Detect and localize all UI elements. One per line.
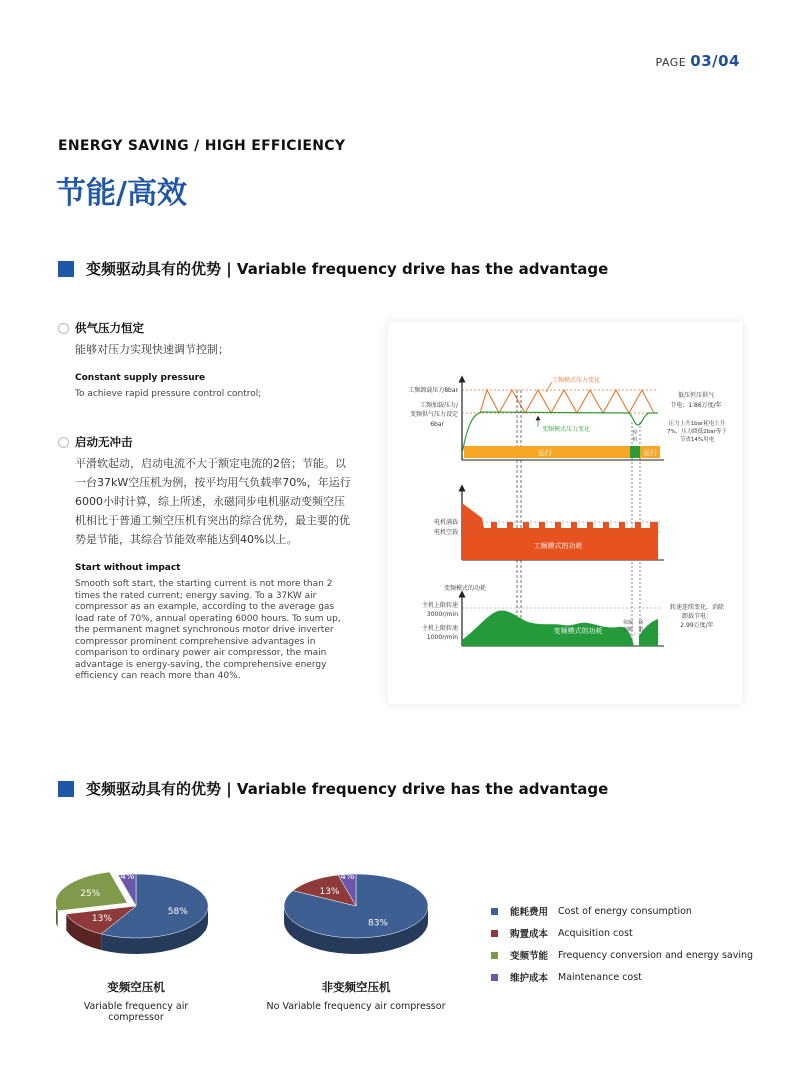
label-load-2: 变频供气压力设定 [409, 411, 458, 418]
legend-label-en: Acquisition cost [558, 927, 633, 939]
note-right-2-line2: 7%，压力降低2bar等于 [667, 429, 727, 435]
feature-title: 启动无冲击 [75, 435, 133, 449]
bullet-circle-icon [58, 437, 69, 448]
pie-label-energy: 58% [167, 906, 188, 917]
legend-swatch [491, 908, 498, 915]
heading-square-icon [58, 781, 74, 797]
note-right-3-line1: 转速连续变化，消除 [669, 604, 725, 611]
pie-caption-zh: 变频空压机 [107, 980, 165, 994]
section-heading-text: 变频驱动具有的优势 | Variable frequency drive has the advantage [86, 780, 609, 798]
legend-swatch [491, 974, 498, 981]
pie-chart-non-variable-svg [276, 866, 436, 966]
legend-item-saving [491, 944, 753, 966]
note-right-2-line1: 压力上升1bar耗电上升 [668, 421, 726, 427]
note-right-3-line2: 卸载节电： [681, 613, 713, 620]
pie-label-acquisition: 13% [319, 886, 340, 897]
legend-label-zh: 维护成本 [510, 973, 549, 984]
page-label: PAGE [655, 56, 687, 69]
note-right-1-line2: 节电：1.86万度/年 [670, 402, 722, 409]
label-lower-2: 1000r/min [426, 634, 458, 641]
label-stop-1: 停 [632, 430, 638, 436]
freq-pressure-curve [480, 390, 654, 413]
section-heading-advantages [58, 258, 608, 279]
feature-title: 供气压力恒定 [75, 321, 144, 335]
label-var-pressure: 变频模式压力变化 [542, 426, 591, 433]
section-eyebrow: ENERGY SAVING / HIGH EFFICIENCY [58, 138, 346, 154]
pie-caption-non-variable [266, 979, 446, 1012]
feature-title-en: Constant supply pressure [75, 373, 206, 383]
freq-power-area [462, 503, 658, 560]
legend-label-zh: 购置成本 [510, 929, 549, 940]
note-right-3-line3: 2.99万度/年 [680, 622, 714, 629]
label-freq-pressure: 工频模式压力变化 [552, 377, 601, 384]
legend-label-en: Maintenance cost [558, 971, 642, 983]
legend-label-en: Frequency conversion and energy saving [558, 949, 754, 961]
note-right-1-line1: 低压恒压供气 [677, 392, 715, 399]
pie-caption-zh: 非变频空压机 [321, 980, 391, 994]
feature-title-en: Start without impact [75, 563, 181, 573]
pie-chart-variable [56, 866, 216, 966]
pie-legend [491, 900, 753, 988]
label-upper-1: 主机上限转速 [421, 602, 458, 609]
label-motor-full: 电机满载 [433, 519, 458, 526]
pie-caption-en: No Variable frequency air compressor [266, 1001, 446, 1012]
page-number-value: 03/04 [690, 52, 740, 70]
pie-label-saving: 25% [80, 889, 101, 900]
note-right-2-line3: 节省14%用电 [679, 437, 715, 443]
pie-chart-variable-svg [56, 866, 216, 966]
feature-soft-start [58, 434, 354, 683]
section-heading-advantages-2 [58, 778, 608, 799]
pie-label-maintenance: 4% [340, 871, 355, 882]
bullet-circle-icon [58, 323, 69, 334]
label-unload-pressure: 工频卸载压力8bar [408, 387, 458, 394]
heading-square-icon [58, 261, 74, 277]
label-var-power: 变频模式的功耗 [553, 627, 603, 635]
pie-label-energy: 83% [367, 918, 389, 929]
label-run-1: 运行 [538, 449, 552, 457]
legend-label-zh: 变频节能 [510, 951, 549, 962]
legend-item-maintenance [491, 966, 753, 988]
pie-chart-non-variable [276, 866, 436, 966]
legend-label-zh: 能耗费用 [510, 907, 549, 918]
feature-desc-en: To achieve rapid pressure control control; [75, 389, 262, 399]
pie-caption-en: Variable frequency air compressor [83, 1001, 189, 1023]
label-stop-2: 机 [632, 437, 638, 443]
label-load-1: 工频加载压力/ [419, 402, 458, 409]
pressure-power-diagram [388, 322, 742, 704]
legend-swatch [491, 952, 498, 959]
pie-label-acquisition: 13% [91, 913, 112, 924]
label-run-2: 运行 [643, 449, 657, 457]
page-number [656, 52, 740, 70]
label-sleep2-1: 休 [638, 620, 644, 626]
legend-swatch [491, 930, 498, 937]
stop-bar [630, 446, 640, 458]
feature-desc-en: Smooth soft start, the starting current is not more than 2 times the rated current; energy saving. To a 37KW air compressor as an example, according to the average gas load rate of 70%, annual operating 6000 hours. To sum up, the permanent magnet synchronous motor drive inverter compressor prominent comprehensive advantages in comparison to ordinary power air compressor, the main advantage is energy-saving, the comprehensive energy efficiency can reach more than 40%. [75, 579, 341, 681]
label-sleep-1: 休眠 [622, 620, 634, 626]
pie-caption-variable [56, 979, 216, 1023]
feature-constant-pressure [58, 320, 354, 401]
label-lower-1: 主机上限转速 [421, 625, 458, 632]
label-var-power-title: 变频模式的功耗 [444, 585, 487, 592]
feature-desc-zh: 平滑软起动，启动电流不大于额定电流的2倍；节能。以一台37kW空压机为例，按平均用气负载率70%，年运行6000小时计算，综上所述，永磁同步电机驱动变频空压机相比于普通工频空压机有突出的综合优势，最主要的优势是节能，其综合节能效率能达到40%以上。 [75, 457, 351, 546]
legend-item-energy [491, 900, 753, 922]
legend-label-en: Cost of energy consumption [558, 905, 692, 917]
label-upper-2: 3000r/min [426, 611, 458, 618]
label-sleep2-2: 眠 [638, 627, 644, 633]
label-sleep-2: 判断 [622, 627, 634, 633]
pie-label-maintenance: 4% [120, 871, 135, 882]
section-heading-text: 变频驱动具有的优势 | Variable frequency drive has the advantage [86, 260, 609, 278]
legend-item-acquisition [491, 922, 753, 944]
label-load-3: 6bar [430, 421, 444, 428]
label-motor-idle: 电机空载 [433, 529, 458, 536]
label-freq-power: 工频模式的功耗 [533, 542, 583, 550]
feature-desc-zh: 能够对压力实现快速调节控制； [75, 343, 229, 356]
page-title: 节能/高效 [56, 176, 187, 211]
